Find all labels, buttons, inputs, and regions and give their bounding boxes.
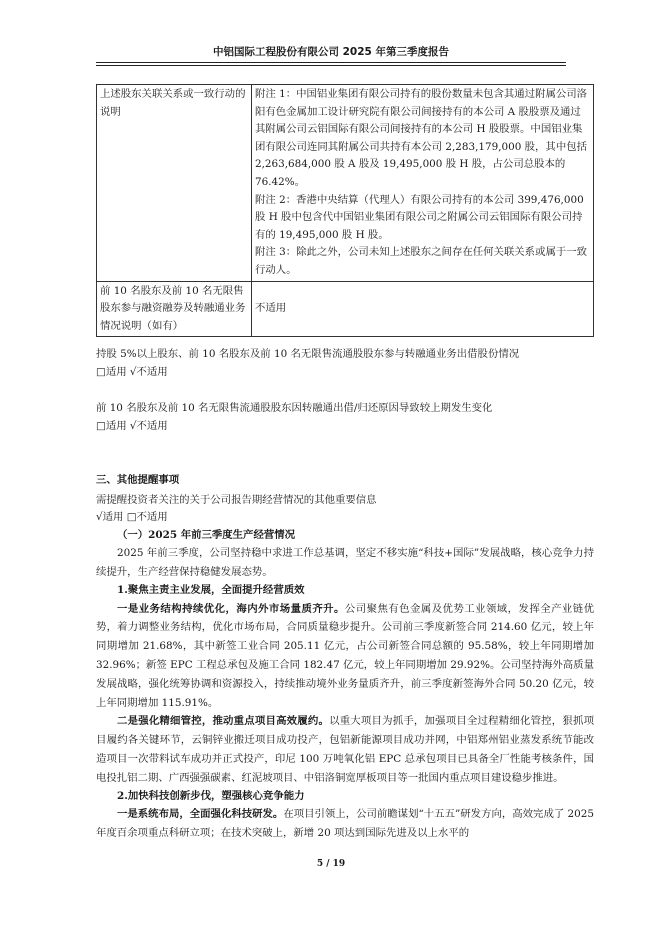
body-text: 以重大项目为抓手，加强项目全过程精细化管控，狠抓项目履约各关键环节，云铜锌业搬迁项目成功投产，包铝新能源项目成功并网，中铝郑州铝业蒸发系统节能改造项目一次带料试车成功并正式投产，印尼 100 万吨氧化铝 EPC 总承包项目已具备全厂性能考核条件，国电投扎铝二期、广西强强碳素、红泥坡项目、中铝洛铜宽厚板项目等一批国内重点项目建设稳步推进。 <box>96 715 594 784</box>
lending-options: □适用 √不适用 <box>96 365 168 378</box>
lead-sentence: 一是系统布局，全面强化科技研发。 <box>117 808 284 821</box>
lead-sentence: 一是业务结构持续优化，海内外市场量质齐升。 <box>117 602 345 615</box>
section-heading: 三、其他提醒事项 <box>96 474 180 486</box>
note-2: 附注 2：香港中央结算（代理人）有限公司持有的本公司 399,476,000 股 H 股中包含代中国铝业集团有限公司之附属公司云铝国际有限公司持有的 19,495,000 股 H 股。 <box>255 193 584 241</box>
change-section <box>96 400 594 435</box>
margin-trading-label-cell: 前 10 名股东及前 10 名无限售股东参与融资融券及转融通业务情况说明（如有） <box>97 281 252 337</box>
margin-trading-value-cell: 不适用 <box>252 281 594 337</box>
subsection-title: （一）2025 年前三季度生产经营情况 <box>117 528 296 541</box>
heading-tech-innovation: 2.加快科技创新步伐，塑强核心竞争能力 <box>117 789 305 802</box>
lead-sentence: 二是强化精细管控，推动重点项目高效履约。 <box>117 715 330 728</box>
section-options: √适用 □不适用 <box>96 511 168 524</box>
paragraph-business-structure <box>96 600 594 713</box>
paragraph-project-control <box>96 712 594 787</box>
note-3: 附注 3：除此之外，公司未知上述股东之间存在任何关联关系或属于一致行动人。 <box>255 246 588 276</box>
table-row <box>97 281 594 337</box>
table-row <box>97 85 594 282</box>
paragraph-overview: 2025 年前三季度，公司坚持稳中求进工作总基调，坚定不移实施“科技+国际”发展战略，核心竞争力持续提升，生产经营保持稳健发展态势。 <box>96 547 594 579</box>
section-intro: 需提醒投资者关注的关于公司报告期经营情况的其他重要信息 <box>96 493 377 506</box>
note-1: 附注 1：中国铝业集团有限公司持有的股份数量未包含其通过附属公司洛阳有色金属加工设计研究院有限公司间接持有的本公司 A 股股票及通过其附属公司云铝国际有限公司间接持有的本公司 H 股股票。中国铝业集团有限公司连同其附属公司共持有本公司 2,283,179,000 股，其中包括 2,263,684,000 股 A 股及 19,495,000 股 H 股，占公司总股本的 76.42%。 <box>255 88 588 188</box>
paragraph-tech-layout <box>96 805 594 843</box>
body-text: 公司聚焦有色金属及优势工业领域，发挥全产业链优势，着力调整业务结构，优化市场布局，合同质量稳步提升。公司前三季度新签合同 214.60 亿元，较上年同期增加 21.68%，其中新签工业合同 205.11 亿元，占公司新签合同总额的 95.58%，较上年同期增加 32.96%；新签 EPC 工程总承包及施工合同 182.47 亿元，较上年同期增加 29.92%。公司坚持海外高质量发展战略，强化统筹协调和资源投入，持续推动境外业务量质齐升，前三季度新签海外合同 50.20 亿元，较上年同期增加 115.91%。 <box>96 602 595 709</box>
header-rule-thin <box>96 65 566 66</box>
lending-section <box>96 346 594 381</box>
other-reminders-section <box>96 472 594 843</box>
relationship-label-cell: 上述股东关联关系或一致行动的说明 <box>97 85 252 282</box>
change-options: □适用 √不适用 <box>96 419 168 432</box>
heading-main-business: 1.聚焦主责主业发展，全面提升经营质效 <box>117 583 305 596</box>
relationship-notes-cell <box>252 85 594 282</box>
shareholder-info-table <box>96 84 594 337</box>
change-title: 前 10 名股东及前 10 名无限售流通股股东因转融通出借/归还原因导致较上期发生变化 <box>96 402 493 414</box>
body-text: 在项目引领上，公司前瞻谋划“十五五”研发方向，高效完成了 2025 年度百余项重点科研立项；在技术突破上，新增 20 项达到国际先进及以上水平的 <box>96 808 594 839</box>
page-number: 5 / 19 <box>316 859 346 869</box>
header-rule <box>96 62 566 63</box>
lending-title: 持股 5%以上股东、前 10 名股东及前 10 名无限售流通股股东参与转融通业务出借股份情况 <box>96 348 520 360</box>
page-header: 中铝国际工程股份有限公司 2025 年第三季度报告 <box>212 46 450 58</box>
